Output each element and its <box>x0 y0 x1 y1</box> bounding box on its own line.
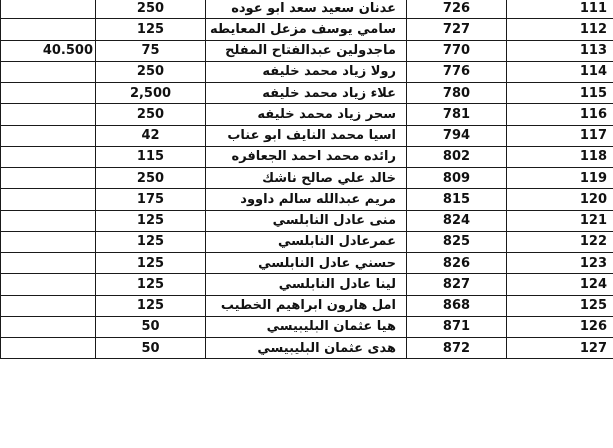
serial-number-cell: 119 <box>507 168 613 189</box>
serial-number-cell: 125 <box>507 295 613 316</box>
serial-number-cell: 121 <box>507 210 613 231</box>
account-number-cell: 825 <box>407 231 507 252</box>
table-row <box>1 83 613 104</box>
share-count-cell: 125 <box>96 274 206 295</box>
serial-number-cell: 112 <box>507 19 613 40</box>
share-count-cell: 125 <box>96 210 206 231</box>
shareholder-name-cell: حسني عادل النابلسي <box>206 253 407 274</box>
shareholder-name-cell: عدنان سعيد سعد ابو عوده <box>206 0 407 19</box>
serial-number-cell: 113 <box>507 40 613 61</box>
serial-number-cell: 126 <box>507 316 613 337</box>
table-row <box>1 0 613 19</box>
amount-cell <box>1 104 96 125</box>
table-row <box>1 274 613 295</box>
shareholder-name-cell: اسيا محمد النايف ابو عناب <box>206 125 407 146</box>
amount-cell <box>1 189 96 210</box>
serial-number-cell: 117 <box>507 125 613 146</box>
share-count-cell: 2,500 <box>96 83 206 104</box>
serial-number-cell: 115 <box>507 83 613 104</box>
shareholder-name-cell: هدى عثمان البليبيسي <box>206 338 407 359</box>
amount-cell <box>1 274 96 295</box>
table-row <box>1 168 613 189</box>
serial-number-cell: 122 <box>507 231 613 252</box>
share-count-cell: 175 <box>96 189 206 210</box>
serial-number-cell: 120 <box>507 189 613 210</box>
share-count-cell: 42 <box>96 125 206 146</box>
shareholder-name-cell: سحر زياد محمد خليفه <box>206 104 407 125</box>
account-number-cell: 826 <box>407 253 507 274</box>
amount-cell <box>1 316 96 337</box>
share-count-cell: 50 <box>96 338 206 359</box>
amount-cell <box>1 61 96 82</box>
shareholder-name-cell: رولا زياد محمد خليفه <box>206 61 407 82</box>
amount-cell <box>1 83 96 104</box>
share-count-cell: 125 <box>96 295 206 316</box>
serial-number-cell: 127 <box>507 338 613 359</box>
amount-cell <box>1 40 96 61</box>
account-number-cell: 776 <box>407 61 507 82</box>
amount-cell <box>1 210 96 231</box>
shareholder-name-cell: ماجدولين عبدالفتاح المفلح <box>206 40 407 61</box>
shareholder-name-cell: منى عادل النابلسي <box>206 210 407 231</box>
shareholder-name-cell: خالد علي صالح ناشك <box>206 168 407 189</box>
shareholder-name-cell: امل هارون ابراهيم الخطيب <box>206 295 407 316</box>
serial-number-cell: 116 <box>507 104 613 125</box>
share-count-cell: 250 <box>96 168 206 189</box>
table-row <box>1 125 613 146</box>
shareholder-name-cell: هيا عثمان البليبيسي <box>206 316 407 337</box>
amount-cell <box>1 295 96 316</box>
account-number-cell: 727 <box>407 19 507 40</box>
serial-number-cell: 124 <box>507 274 613 295</box>
table-row <box>1 146 613 167</box>
share-count-cell: 75 <box>96 40 206 61</box>
shareholder-name-cell: لينا عادل النابلسي <box>206 274 407 295</box>
amount-cell <box>1 125 96 146</box>
account-number-cell: 868 <box>407 295 507 316</box>
account-number-cell: 726 <box>407 0 507 19</box>
table-row <box>1 19 613 40</box>
table-row <box>1 189 613 210</box>
serial-number-cell: 114 <box>507 61 613 82</box>
serial-number-cell: 123 <box>507 253 613 274</box>
account-number-cell: 770 <box>407 40 507 61</box>
account-number-cell: 815 <box>407 189 507 210</box>
account-number-cell: 802 <box>407 146 507 167</box>
table-row <box>1 61 613 82</box>
amount-cell <box>1 0 96 19</box>
account-number-cell: 794 <box>407 125 507 146</box>
share-count-cell: 50 <box>96 316 206 337</box>
shareholder-name-cell: رائده محمد احمد الجعافره <box>206 146 407 167</box>
share-count-cell: 115 <box>96 146 206 167</box>
table-row <box>1 104 613 125</box>
table-row <box>1 210 613 231</box>
account-number-cell: 809 <box>407 168 507 189</box>
table-row <box>1 338 613 359</box>
shareholders-table-body <box>1 0 613 359</box>
table-row <box>1 253 613 274</box>
amount-cell <box>1 338 96 359</box>
account-number-cell: 824 <box>407 210 507 231</box>
table-row <box>1 40 613 61</box>
table-row <box>1 295 613 316</box>
share-count-cell: 250 <box>96 61 206 82</box>
amount-value: 40.500 <box>42 43 93 59</box>
share-count-cell: 125 <box>96 231 206 252</box>
account-number-cell: 871 <box>407 316 507 337</box>
share-count-cell: 125 <box>96 253 206 274</box>
amount-cell <box>1 231 96 252</box>
account-number-cell: 781 <box>407 104 507 125</box>
amount-cell <box>1 146 96 167</box>
table-row <box>1 316 613 337</box>
shareholder-name-cell: علاء زياد محمد خليفه <box>206 83 407 104</box>
amount-cell <box>1 253 96 274</box>
shareholder-name-cell: مريم عبدالله سالم داوود <box>206 189 407 210</box>
shareholder-name-cell: عمرعادل النابلسي <box>206 231 407 252</box>
account-number-cell: 827 <box>407 274 507 295</box>
shareholder-name-cell: سامي يوسف مزعل المعايطه <box>206 19 407 40</box>
account-number-cell: 872 <box>407 338 507 359</box>
account-number-cell: 780 <box>407 83 507 104</box>
share-count-cell: 125 <box>96 19 206 40</box>
table-row <box>1 231 613 252</box>
share-count-cell: 250 <box>96 0 206 19</box>
serial-number-cell: 111 <box>507 0 613 19</box>
serial-number-cell: 118 <box>507 146 613 167</box>
amount-cell <box>1 168 96 189</box>
amount-cell <box>1 19 96 40</box>
share-count-cell: 250 <box>96 104 206 125</box>
